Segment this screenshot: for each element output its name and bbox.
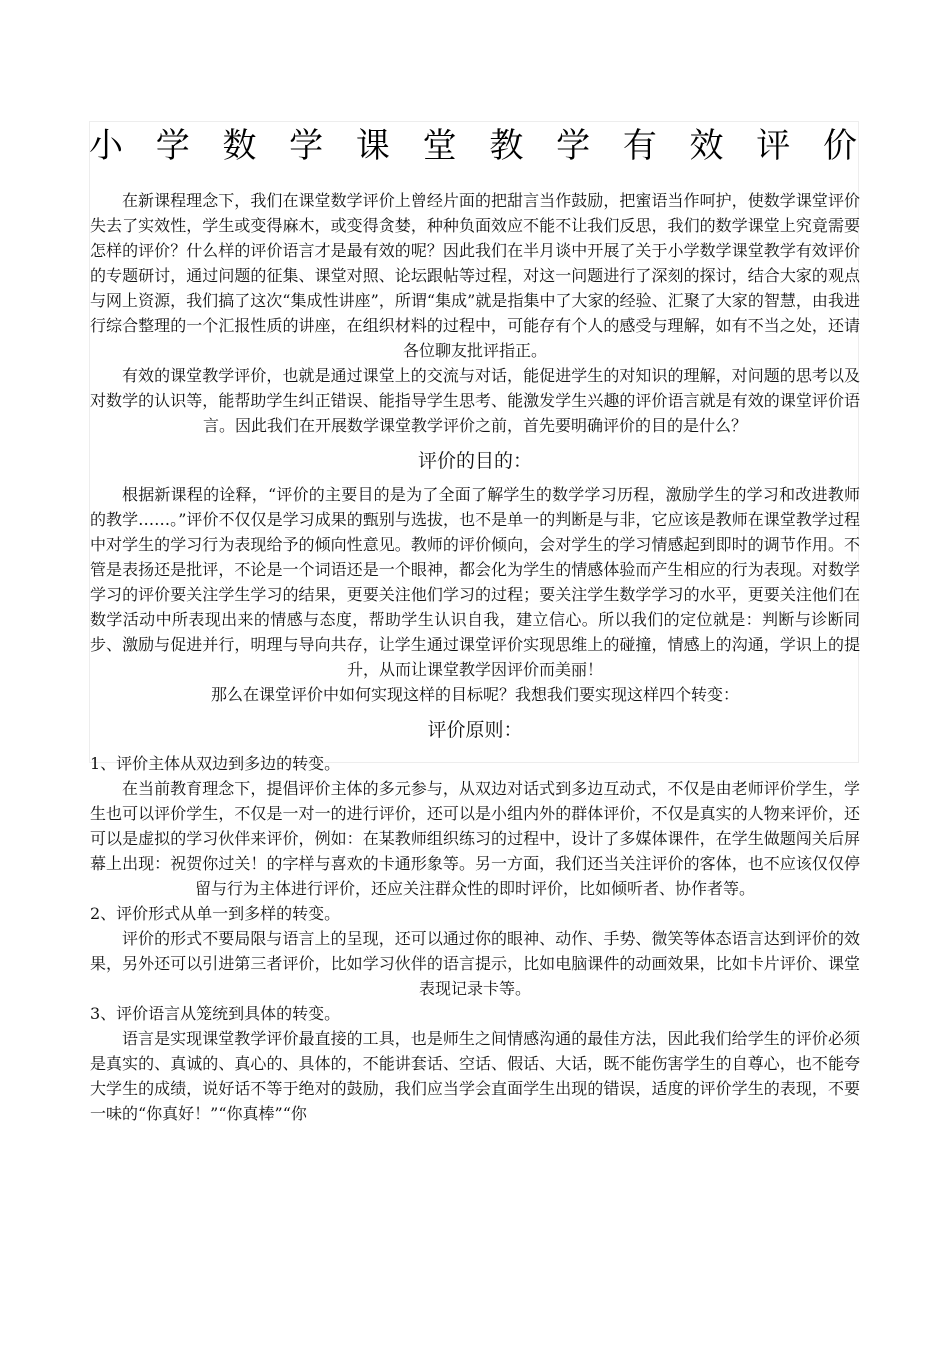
principle-1-subheading: 1、评价主体从双边到多边的转变。: [90, 754, 341, 773]
intro-paragraph-1: 在新课程理念下，我们在课堂数学评价上曾经片面的把甜言当作鼓励，把蜜语当作呵护，使数学课堂评价失去了实效性，学生或变得麻木，或变得贪婪，种种负面效应不能不让我们反思，我们的数学课堂上究竟需要怎样的评价？什么样的评价语言才是最有效的呢？因此我们在半月谈中开展了关于小学数学课堂教学有效评价的专题研讨，通过问题的征集、课堂对照、论坛跟帖等过程，对这一问题进行了深刻的探讨，结合大家的观点与网上资源，我们搞了这次“集成性讲座”，所谓“集成”就是指集中了大家的经验、汇聚了大家的智慧，由我进行综合整理的一个汇报性质的讲座，在组织材料的过程中，可能存有个人的感受与理解，如有不当之处，还请各位聊友批评指正。: [90, 191, 860, 360]
principle-3-subheading: 3、评价语言从笼统到具体的转变。: [90, 1004, 341, 1023]
principle-3-paragraph: 语言是实现课堂教学评价最直接的工具，也是师生之间情感沟通的最佳方法，因此我们给学生的评价必须是真实的、真诚的、真心的、具体的，不能讲套话、空话、假话、大话，既不能伤害学生的自尊心，也不能夸大学生的成绩，说好话不等于绝对的鼓励，我们应当学会直面学生出现的错误，适度的评价学生的表现，不要一味的“你真好！”“你真棒”“你: [90, 1029, 860, 1123]
purpose-paragraph: 根据新课程的诠释，“评价的主要目的是为了全面了解学生的数学学习历程，激励学生的学习和改进教师的教学……。”评价不仅仅是学习成果的甄别与选拔，也不是单一的判断是与非，它应该是教师在课堂教学过程中对学生的学习行为表现给予的倾向性意见。教师的评价倾向，会对学生的学习情感起到即时的调节作用。不管是表扬还是批评，不论是一个词语还是一个眼神，都会化为学生的情感体验而产生相应的行为表现。对数学学习的评价要关注学生学习的结果，更要关注他们学习的过程；要关注学生数学学习的水平，更要关注他们在数学活动中所表现出来的情感与态度，帮助学生认识自我，建立信心。所以我们的定位就是：判断与诊断同步、激励与促进并行，明理与导向共存，让学生通过课堂评价实现思维上的碰撞，情感上的沟通，学识上的提升，从而让课堂教学因评价而美丽！: [90, 485, 860, 679]
section-heading-principles: 评价原则：: [427, 719, 523, 741]
section-heading-purpose: 评价的目的：: [417, 450, 532, 472]
purpose-transition: 那么在课堂评价中如何实现这样的目标呢？我想我们要实现这样四个转变：: [210, 685, 739, 704]
intro-paragraph-2: 有效的课堂教学评价，也就是通过课堂上的交流与对话，能促进学生的对知识的理解，对问题的思考以及对数学的认识等，能帮助学生纠正错误、能指导学生思考、能激发学生兴趣的评价语言就是有效的课堂评价语言。因此我们在开展数学课堂教学评价之前，首先要明确评价的目的是什么？: [90, 366, 860, 435]
document-title: 小学数学课堂教学有效评价: [89, 126, 859, 166]
principle-1-paragraph: 在当前教育理念下，提倡评价主体的多元参与，从双边对话式到多边互动式，不仅是由老师评价学生，学生也可以评价学生，不仅是一对一的进行评价，还可以是小组内外的群体评价，不仅是真实的人物来评价，还可以是虚拟的学习伙伴来评价，例如：在某教师组织练习的过程中，设计了多媒体课件，在学生做题闯关后屏幕上出现：祝贺你过关！的字样与喜欢的卡通形象等。另一方面，我们还当关注评价的客体，也不应该仅仅停留与行为主体进行评价，还应关注群众性的即时评价，比如倾听者、协作者等。: [90, 779, 860, 898]
principle-2-subheading: 2、评价形式从单一到多样的转变。: [90, 904, 341, 923]
document-body: [90, 188, 860, 1126]
principle-2-paragraph: 评价的形式不要局限与语言上的呈现，还可以通过你的眼神、动作、手势、微笑等体态语言达到评价的效果，另外还可以引进第三者评价，比如学习伙伴的语言提示，比如电脑课件的动画效果，比如卡片评价、课堂表现记录卡等。: [90, 929, 860, 998]
